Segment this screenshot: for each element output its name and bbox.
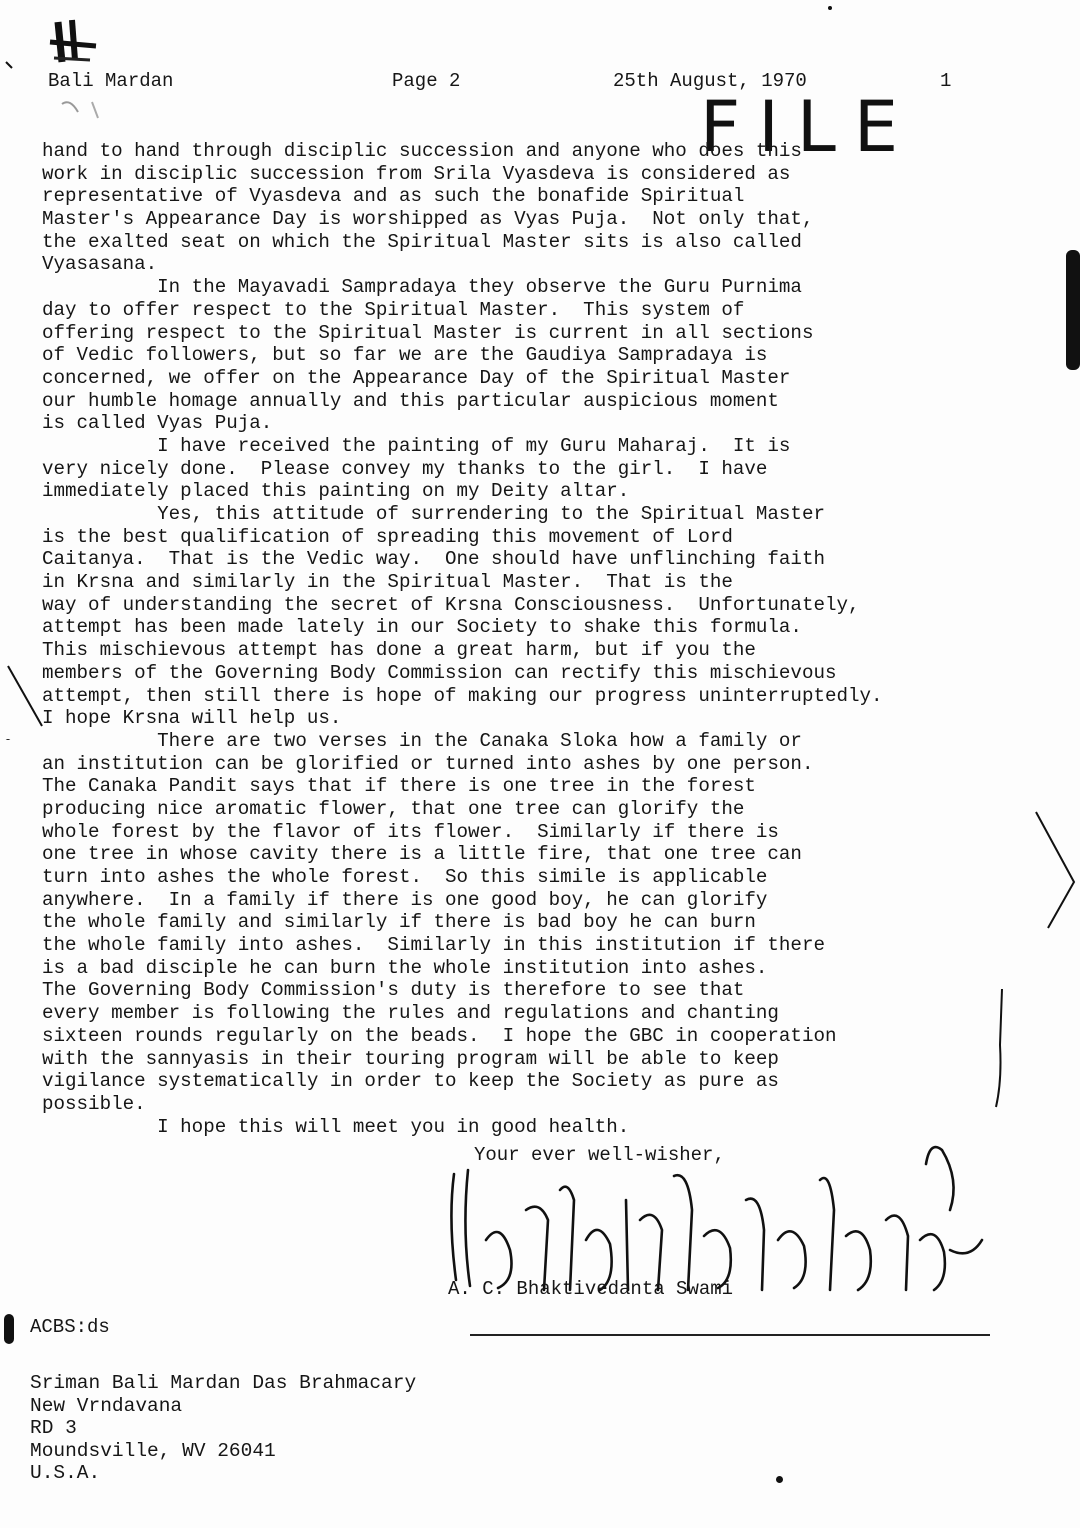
body-line: is called Vyas Puja. <box>42 412 273 435</box>
header-addressee: Bali Mardan <box>48 70 174 92</box>
body-line: The Canaka Pandit says that if there is one tree in the forest <box>42 775 756 798</box>
letter-header <box>0 70 1080 100</box>
stray-dot-mark <box>828 6 832 10</box>
body-line: members of the Governing Body Commission can rectify this mischievous <box>42 661 837 684</box>
body-line: I have received the painting of my Guru Maharaj. It is <box>42 434 791 457</box>
address-line: RD 3 <box>30 1417 77 1439</box>
body-line: turn into ashes the whole forest. So this simile is applicable <box>42 866 768 888</box>
right-margin-bracket-mark <box>980 985 1020 1115</box>
body-line: every member is following the rules and regulations and chanting <box>42 1002 779 1025</box>
body-line: in Krsna and similarly in the Spiritual Master. That is the <box>42 571 733 594</box>
body-line: with the sannyasis in their touring program will be able to keep <box>42 1047 779 1070</box>
body-line: attempt, then still there is hope of making our progress uninterruptedly. <box>42 684 883 707</box>
body-line: hand to hand through disciplic succession and anyone who does this <box>42 140 802 162</box>
file-stamp: FILE <box>700 86 917 168</box>
left-margin-slash-mark <box>0 660 50 740</box>
body-line: possible. <box>42 1092 146 1115</box>
signature-rule <box>470 1334 990 1336</box>
body-line: an institution can be glorified or turned into ashes by one person. <box>42 752 814 775</box>
body-line: I hope Krsna will help us. <box>42 707 342 730</box>
signer-name: A. C. Bhaktivedanta Swami <box>448 1278 734 1300</box>
stray-dot-mark <box>776 1476 783 1483</box>
body-line: sixteen rounds regularly on the beads. I hope the GBC in cooperation <box>42 1024 837 1047</box>
address-line: Moundsville, WV 26041 <box>30 1439 276 1462</box>
body-line: Yes, this attitude of surrendering to the Spiritual Master <box>42 503 825 525</box>
letter-body <box>42 140 1052 1138</box>
body-line: one tree in whose cavity there is a little fire, that one tree can <box>42 843 802 866</box>
right-margin-chevron-mark <box>1020 800 1080 940</box>
address-line: U.S.A. <box>30 1462 101 1484</box>
header-page-number: Page 2 <box>392 70 461 92</box>
body-line: This mischievous attempt has done a great harm, but if you the <box>42 639 756 662</box>
address-line: New Vrndavana <box>30 1394 183 1417</box>
body-line: concerned, we offer on the Appearance Day of the Spiritual Master <box>42 366 791 389</box>
header-date: 25th August, 1970 <box>613 70 807 92</box>
body-line: is a bad disciple he can burn the whole institution into ashes. <box>42 956 768 979</box>
left-edge-bullet-mark <box>4 1314 14 1344</box>
body-line: the exalted seat on which the Spiritual Master sits is also called <box>42 230 802 253</box>
body-line: attempt has been made lately in our Society to shake this formula. <box>42 616 802 639</box>
body-line: very nicely done. Please convey my thanks to the girl. I have <box>42 457 768 480</box>
body-line: way of understanding the secret of Krsna Consciousness. Unfortunately, <box>42 593 860 616</box>
body-line: day to offer respect to the Spiritual Master. This system of <box>42 298 745 321</box>
body-line: our humble homage annually and this particular auspicious moment <box>42 389 779 412</box>
body-line: the whole family into ashes. Similarly in this institution if there <box>42 934 825 957</box>
body-line: Vyasasana. <box>42 253 158 276</box>
body-line: the whole family and similarly if there is bad boy he can burn <box>42 911 756 934</box>
address-line: Sriman Bali Mardan Das Brahmacary <box>30 1372 417 1394</box>
body-line: immediately placed this painting on my Deity altar. <box>42 480 630 503</box>
body-line: of Vedic followers, but so far we are the Gaudiya Sampradaya is <box>42 344 768 367</box>
body-line: representative of Vyasdeva and as such the bonafide Spiritual <box>42 185 745 208</box>
body-line: There are two verses in the Canaka Sloka how a family or <box>42 729 802 752</box>
body-line: whole forest by the flavor of its flower. Similarly if there is <box>42 820 779 843</box>
body-line: is the best qualification of spreading this movement of Lord <box>42 525 733 548</box>
body-line: anywhere. In a family if there is one good boy, he can glorify <box>42 888 768 911</box>
body-line: producing nice aromatic flower, that one tree can glorify the <box>42 797 745 820</box>
body-line: I hope this will meet you in good health. <box>42 1115 630 1138</box>
recipient-address <box>30 1372 416 1485</box>
body-line: The Governing Body Commission's duty is therefore to see that <box>42 979 745 1002</box>
body-line: Master's Appearance Day is worshipped as Vyas Puja. Not only that, <box>42 208 814 231</box>
right-edge-smudge <box>1066 250 1080 370</box>
reference-initials: ACBS:ds <box>30 1316 110 1338</box>
body-line: In the Mayavadi Sampradaya they observe the Guru Purnima <box>42 276 802 299</box>
body-line: Caitanya. That is the Vedic way. One should have unflinching faith <box>42 548 825 571</box>
body-line: offering respect to the Spiritual Master is current in all sections <box>42 321 814 344</box>
body-line: work in disciplic succession from Srila Vyasdeva is considered as <box>42 162 791 185</box>
closing-salutation: Your ever well-wisher, <box>474 1144 725 1166</box>
body-line: vigilance systematically in order to keep the Society as pure as <box>42 1070 779 1093</box>
header-mark: 1 <box>940 70 952 92</box>
